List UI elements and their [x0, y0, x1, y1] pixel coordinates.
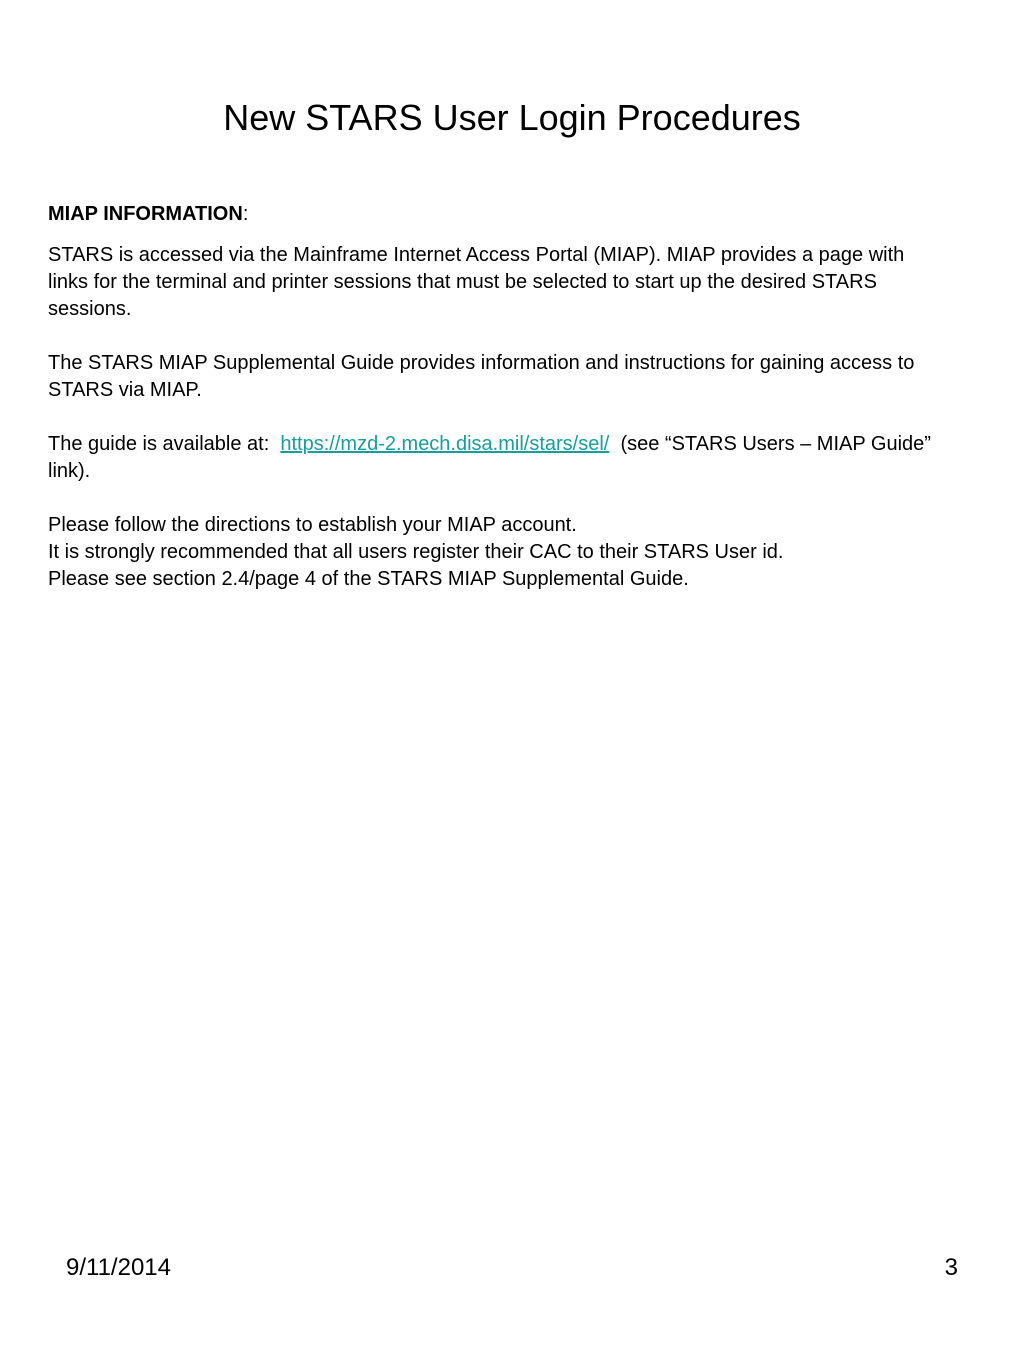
section-heading	[48, 201, 948, 228]
line-section-reference: Please see section 2.4/page 4 of the STARS MIAP Supplemental Guide.	[48, 568, 689, 590]
line-follow-directions: Please follow the directions to establish your MIAP account.	[48, 514, 577, 536]
paragraph-guide-location	[48, 431, 948, 485]
paragraph-miap-access: STARS is accessed via the Mainframe Internet Access Portal (MIAP). MIAP provides a page with links for the terminal and printer sessions that must be selected to start up the desired STARS sessions.	[48, 244, 905, 320]
section-heading-colon: :	[242, 203, 249, 225]
guide-prefix: The guide is available at:	[48, 433, 281, 455]
guide-link[interactable]: https://mzd-2.mech.disa.mil/stars/sel/	[280, 433, 610, 455]
section-heading-text: MIAP INFORMATION	[48, 203, 243, 225]
line-cac-recommendation: It is strongly recommended that all users register their CAC to their STARS User id.	[48, 541, 784, 563]
footer-date: 9/11/2014	[66, 1254, 171, 1281]
guide-suffix: (see “STARS Users – MIAP Guide” link).	[48, 433, 937, 482]
slide-title: New STARS User Login Procedures	[223, 97, 801, 138]
slide-content	[48, 201, 948, 593]
footer-page-number: 3	[944, 1254, 958, 1281]
paragraph-supplemental-guide: The STARS MIAP Supplemental Guide provides information and instructions for gaining access to STARS via MIAP.	[48, 352, 915, 401]
